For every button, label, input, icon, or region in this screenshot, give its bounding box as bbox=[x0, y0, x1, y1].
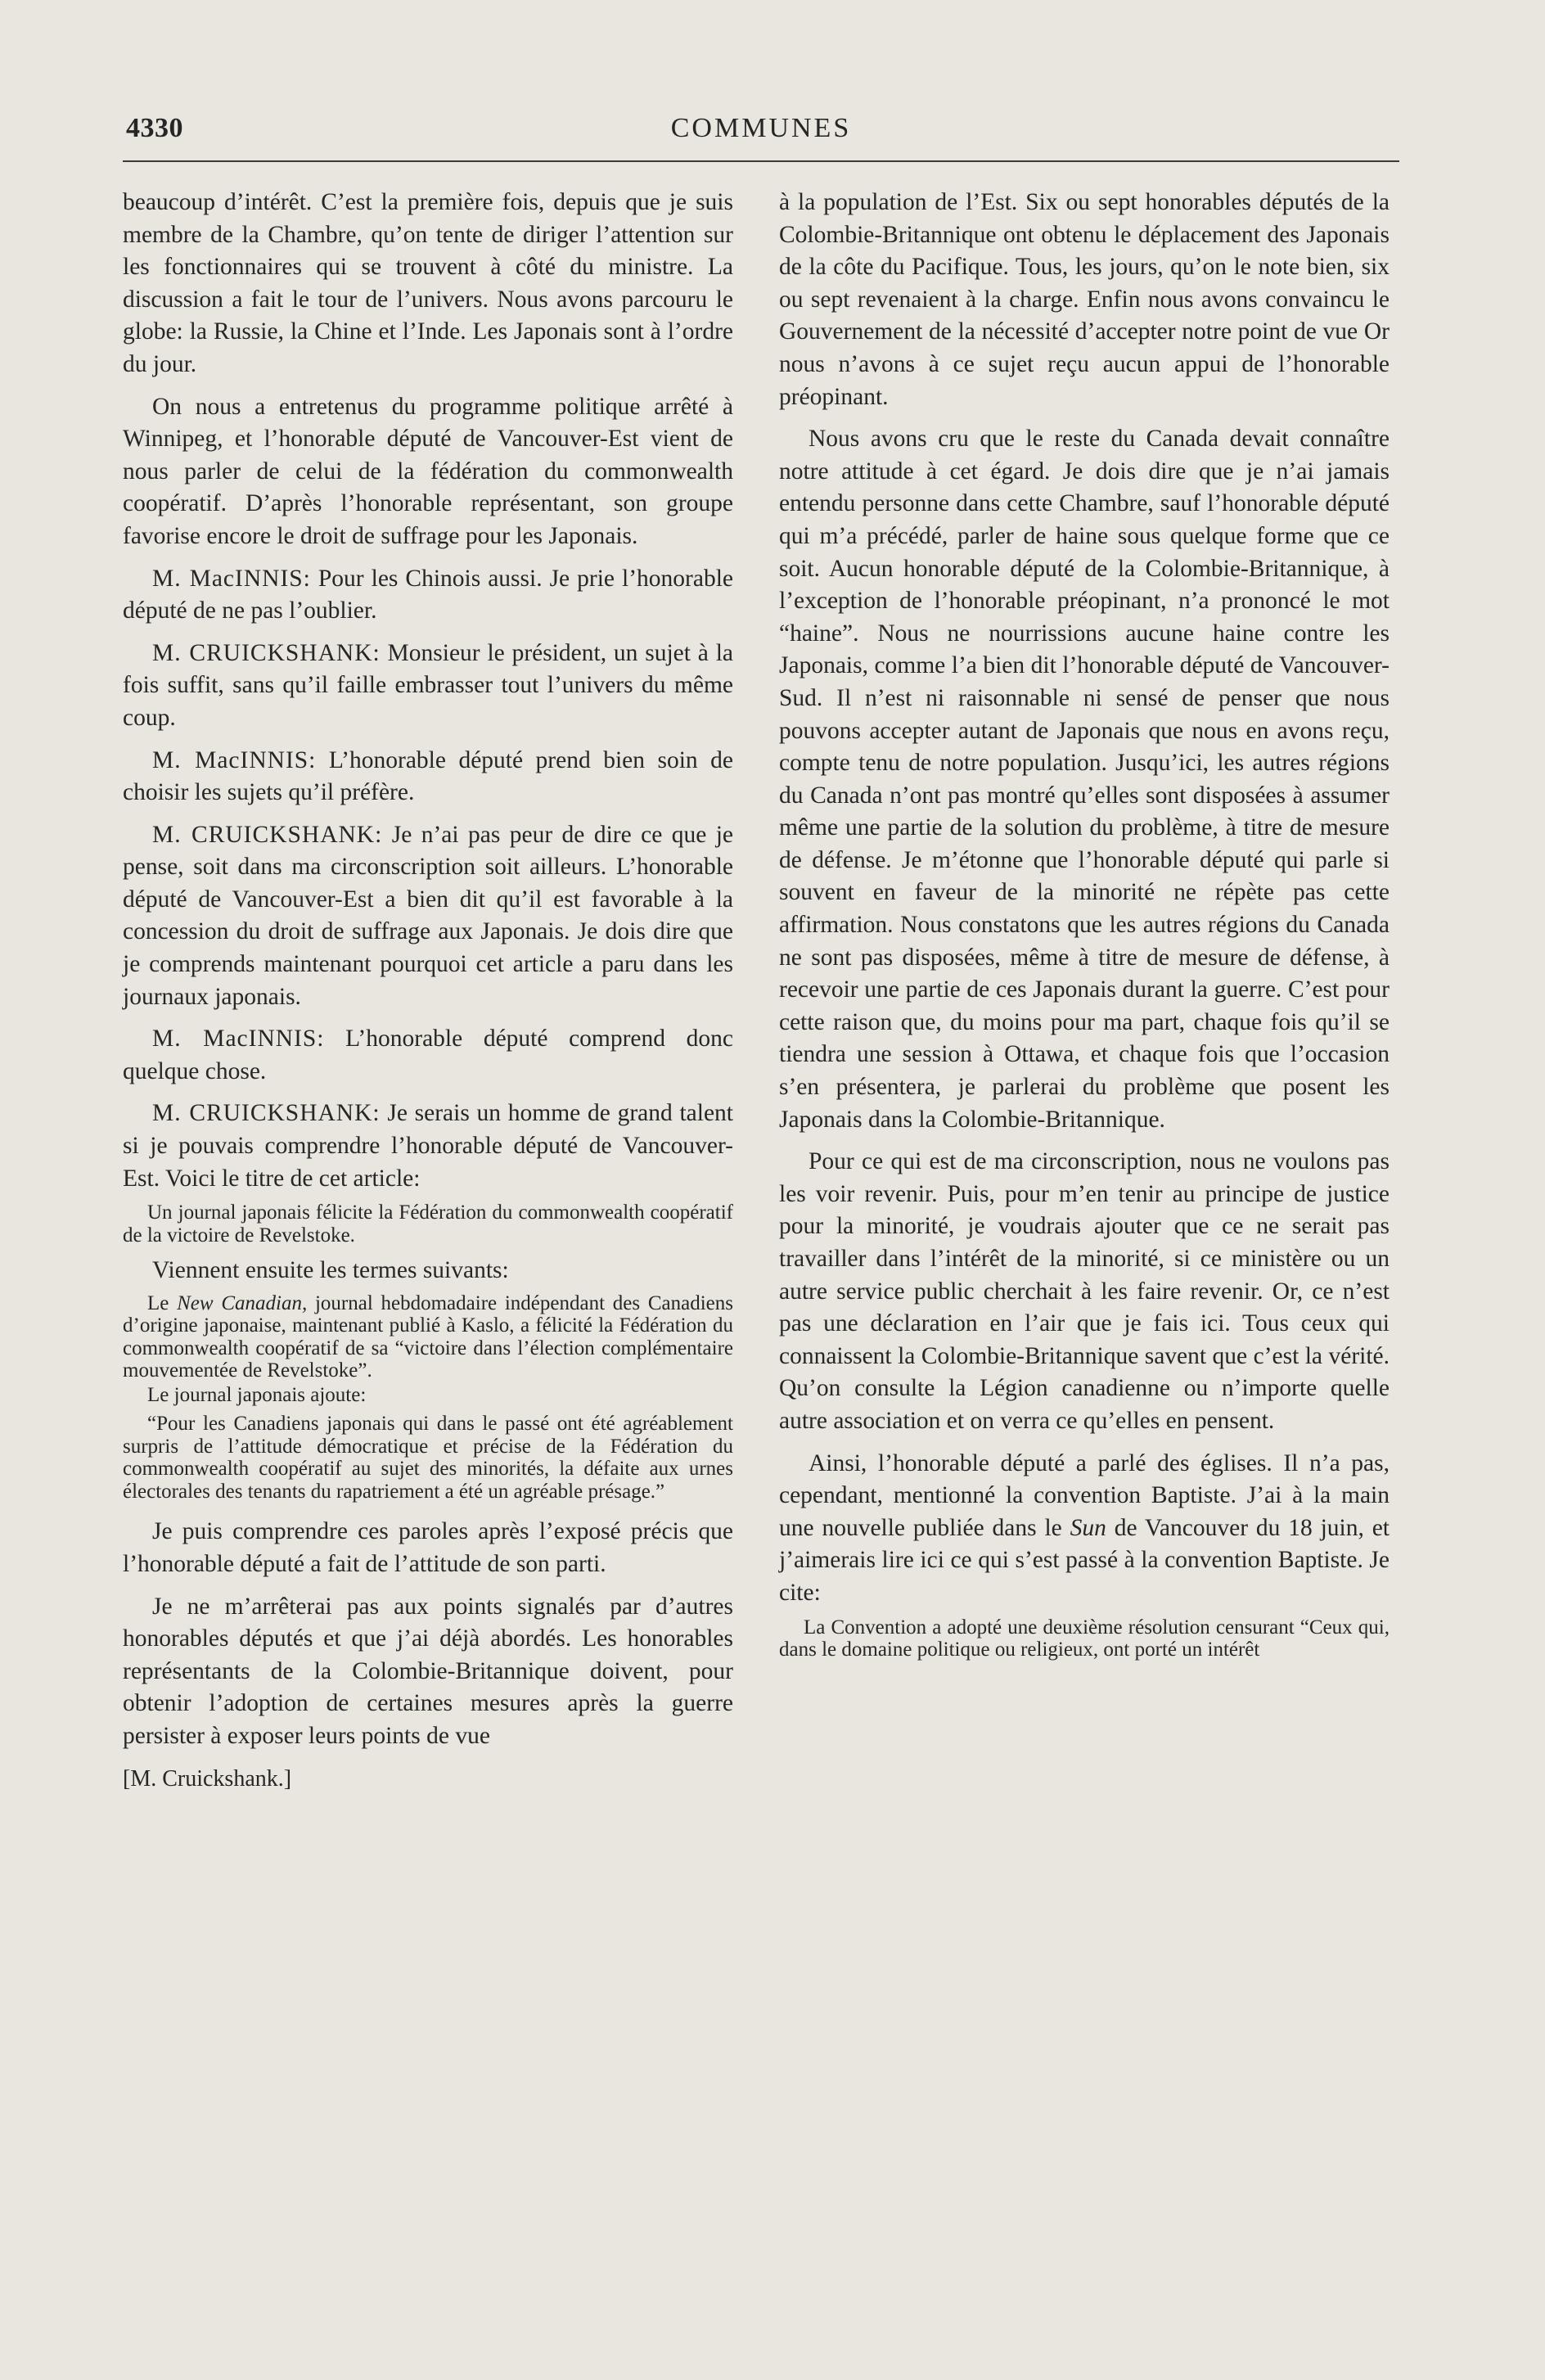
speaker-name: M. MacINNIS: bbox=[152, 565, 311, 592]
speech-paragraph bbox=[123, 819, 733, 1014]
speech-paragraph bbox=[123, 638, 733, 735]
paragraph-text: de Vancouver du 18 juin, et j’aimerais lire ici ce qui s’est passé à la convention Baptiste. Je cite: bbox=[779, 1514, 1390, 1606]
quote-text: journal hebdomadaire indépendant des Canadiens d’origine japonaise, maintenant publié à Kaslo, a félicité la Fédération du commonwealth coopératif de sa “victoire dans l’élection complémentaire mouvementée de Revelstoke”. bbox=[123, 1291, 734, 1382]
speaker-name: M. MacINNIS: bbox=[152, 746, 317, 773]
paragraph: Nous avons cru que le reste du Canada devait connaître notre attitude à cet égard. Je dois dire que je n’ai jamais entendu personne dans cette Chambre, sauf l’honorable député qui m’a précédé, parler de haine sous quelque forme que ce soit. Aucun honorable député de la Colombie-Britannique, à l’exception de l’honorable préopinant, n’a prononcé le mot “haine”. Nous ne nourrissions aucune haine contre les Japonais, comme l’a bien dit l’honorable député de Vancouver-Sud. Il n’est ni raisonnable ni sensé de penser que nous pouvons accepter autant de Japonais que nous en avons reçu, compte tenu de notre population. Jusqu’ici, les autres régions du Canada n’ont pas montré qu’elles sont disposées à assumer même une partie de la solution du problème, à titre de mesure de défense. Je m’étonne que l’honorable député qui parle si souvent en faveur de la minorité ne répète pas cette affirmation. Nous constatons que les autres régions du Canada ne sont pas disposées, même à titre de mesure de défense, à recevoir une partie de ces Japonais durant la guerre. C’est pour cette raison que, du moins pour ma part, chaque fois qu’il se tiendra une session à Ottawa, et chaque fois que l’occasion s’en présentera, je parlerai du problème que posent les Japonais dans la Colombie-Britannique. bbox=[779, 426, 1390, 1133]
block-quote: Un journal japonais félicite la Fédération du commonwealth coopératif de la victoire de Revelstoke. bbox=[123, 1201, 733, 1246]
paragraph: On nous a entretenus du programme politique arrêté à Winnipeg, et l’honorable député de Vancouver-Est vient de nous parler de celui de la fédération du commonwealth coopératif. D’après l’honorable représentant, son groupe favorise encore le droit de suffrage pour les Japonais. bbox=[123, 393, 733, 549]
speech-text: L’honorable député prend bien soin de choisir les sujets qu’il préfère. bbox=[123, 746, 733, 806]
paragraph: Viennent ensuite les termes suivants: bbox=[152, 1257, 509, 1284]
speech-paragraph bbox=[123, 745, 733, 809]
speech-text: Je n’ai pas peur de dire ce que je pense, soit dans ma circonscription soit ailleurs. L’honorable député de Vancouver-Est a bien dit qu’il est favorable à la concession du droit de suffrage aux Japonais. Je dois dire que je comprends maintenant pourquoi cet article a paru dans les journaux japonais. bbox=[123, 821, 733, 1010]
newspaper-title: New Canadian, bbox=[177, 1291, 308, 1314]
right-column bbox=[779, 187, 1390, 1670]
speech-paragraph bbox=[123, 1098, 733, 1195]
paragraph: Je puis comprendre ces paroles après l’exposé précis que l’honorable député a fait de l’attitude de son parti. bbox=[123, 1518, 733, 1577]
block-quote: Le journal japonais ajoute: bbox=[147, 1383, 367, 1406]
speech-text: Pour les Chinois aussi. Je prie l’honorable député de ne pas l’oublier. bbox=[123, 565, 733, 624]
left-column bbox=[123, 187, 733, 1795]
paragraph-text: Ainsi, l’honorable député a parlé des églises. Il n’a pas, cependant, mentionné la convention Baptiste. J’ai à la main une nouvelle publiée dans le bbox=[779, 1449, 1390, 1541]
speech-text: Je serais un homme de grand talent si je pouvais comprendre l’honorable député de Vancouver-Est. Voici le titre de cet article: bbox=[123, 1100, 734, 1192]
speech-paragraph bbox=[123, 1023, 733, 1088]
speaker-name: M. MacINNIS: bbox=[152, 1025, 325, 1053]
paragraph bbox=[779, 1448, 1390, 1610]
speaker-signature: [M. Cruickshank.] bbox=[123, 1766, 292, 1792]
paragraph: beaucoup d’intérêt. C’est la première fois, depuis que je suis membre de la Chambre, qu’on tente de diriger l’attention sur les fonctionnaires qui se trouvent à côté du ministre. La discussion a fait le tour de l’univers. Nous avons parcouru le globe: la Russie, la Chine et l’Inde. Les Japonais sont à l’ordre du jour. bbox=[123, 189, 733, 377]
speech-text: L’honorable député comprend donc quelque chose. bbox=[123, 1025, 733, 1084]
paragraph: Je ne m’arrêterai pas aux points signalés par d’autres honorables députés et que j’ai déjà abordés. Les honorables représentants de la Colombie-Britannique doivent, pour obtenir l’adoption de certaines mesures après la guerre persister à exposer leurs points de vue bbox=[123, 1593, 733, 1749]
quote-text: Le bbox=[147, 1291, 178, 1314]
page-number: 4330 bbox=[126, 113, 183, 143]
block-quote bbox=[123, 1292, 733, 1382]
speech-text: Monsieur le président, un sujet à la fois suffit, sans qu’il faille embrasser tout l’univers du même coup. bbox=[123, 639, 733, 731]
paragraph: à la population de l’Est. Six ou sept honorables députés de la Colombie-Britannique ont obtenu le déplacement des Japonais de la côte du Pacifique. Tous, les jours, qu’on le note bien, six ou sept revenaient à la charge. Enfin nous avons convaincu le Gouvernement de la nécessité d’accepter notre point de vue Or nous n’avons à ce sujet reçu aucun appui de l’honorable préopinant. bbox=[779, 189, 1390, 410]
page-header bbox=[123, 113, 1399, 162]
speaker-name: M. CRUICKSHANK: bbox=[152, 1100, 381, 1127]
running-head: COMMUNES bbox=[670, 113, 852, 143]
newspaper-title: Sun bbox=[1070, 1514, 1106, 1541]
speech-paragraph bbox=[123, 563, 733, 628]
block-quote: “Pour les Canadiens japonais qui dans le passé ont été agréablement surpris de l’attitude démocratique et précise de la Fédération du commonwealth coopératif au sujet des minorités, la défaite aux urnes électorales des tenants du rapatriement a été un agréable présage.” bbox=[123, 1413, 733, 1503]
paragraph: Pour ce qui est de ma circonscription, nous ne voulons pas les voir revenir. Puis, pour m’en tenir au principe de justice pour la minorité, je voudrais ajouter que ce ne serait pas travailler dans l’intérêt de la minorité, si ce ministère ou un autre service public cherchait à les faire revenir. Or, ce n’est pas une déclaration en l’air que je fais ici. Tous ceux qui connaissent la Colombie-Britannique savent que c’est la vérité. Qu’on consulte la Légion canadienne ou n’importe quelle autre association et on verra ce qu’elles en pensent. bbox=[779, 1148, 1390, 1434]
speaker-name: M. CRUICKSHANK: bbox=[152, 821, 383, 848]
speaker-name: M. CRUICKSHANK: bbox=[152, 639, 381, 666]
block-quote: La Convention a adopté une deuxième résolution censurant “Ceux qui, dans le domaine politique ou religieux, ont porté un intérêt bbox=[779, 1616, 1390, 1661]
